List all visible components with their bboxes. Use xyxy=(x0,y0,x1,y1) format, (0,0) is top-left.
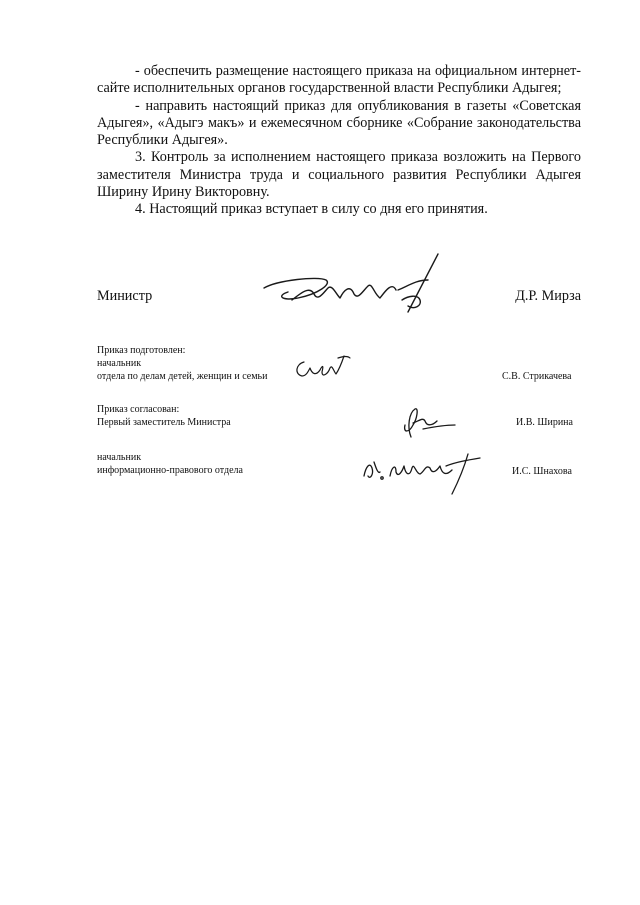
paragraph-publish-website: - обеспечить размещение настоящего приказа на официальном интернет-сайте исполнительных органов государственной власти Республики Адыгея; xyxy=(97,63,581,97)
prepared-position-line1: начальник xyxy=(97,358,142,369)
minister-name: Д.Р. Мирза xyxy=(515,288,581,304)
legal-name: И.С. Шнахова xyxy=(512,466,572,477)
prepared-name: С.В. Стрикачева xyxy=(502,371,572,382)
minister-title: Министр xyxy=(97,288,153,304)
agreed-heading: Приказ согласован: xyxy=(97,404,180,415)
agreed-name: И.В. Ширина xyxy=(516,417,573,428)
agreed-signature xyxy=(393,403,463,443)
prepared-signature xyxy=(292,352,352,382)
legal-position-line2: информационно-правового отдела xyxy=(97,465,243,476)
prepared-block xyxy=(97,344,267,383)
legal-signature xyxy=(360,448,490,498)
order-body xyxy=(97,63,581,219)
paragraph-control: 3. Контроль за исполнением настоящего приказа возложить на Первого заместителя Министра труда и социального развития Республики Адыгея Ширину Ирину Викторовну. xyxy=(97,149,581,201)
paragraph-publish-newspapers: - направить настоящий приказ для опубликования в газеты «Советская Адыгея», «Адыгэ макъ» и ежемесячном сборнике «Собрание законодательства Республики Адыгея». xyxy=(97,97,581,149)
minister-signature xyxy=(258,250,448,320)
prepared-heading: Приказ подготовлен: xyxy=(97,345,186,356)
agreed-position: Первый заместитель Министра xyxy=(97,417,231,428)
agreed-block xyxy=(97,403,231,429)
legal-block xyxy=(97,451,243,477)
paragraph-effective-date: 4. Настоящий приказ вступает в силу со дня его принятия. xyxy=(135,201,488,218)
prepared-position-line2: отдела по делам детей, женщин и семьи xyxy=(97,371,268,382)
legal-position-line1: начальник xyxy=(97,452,142,463)
